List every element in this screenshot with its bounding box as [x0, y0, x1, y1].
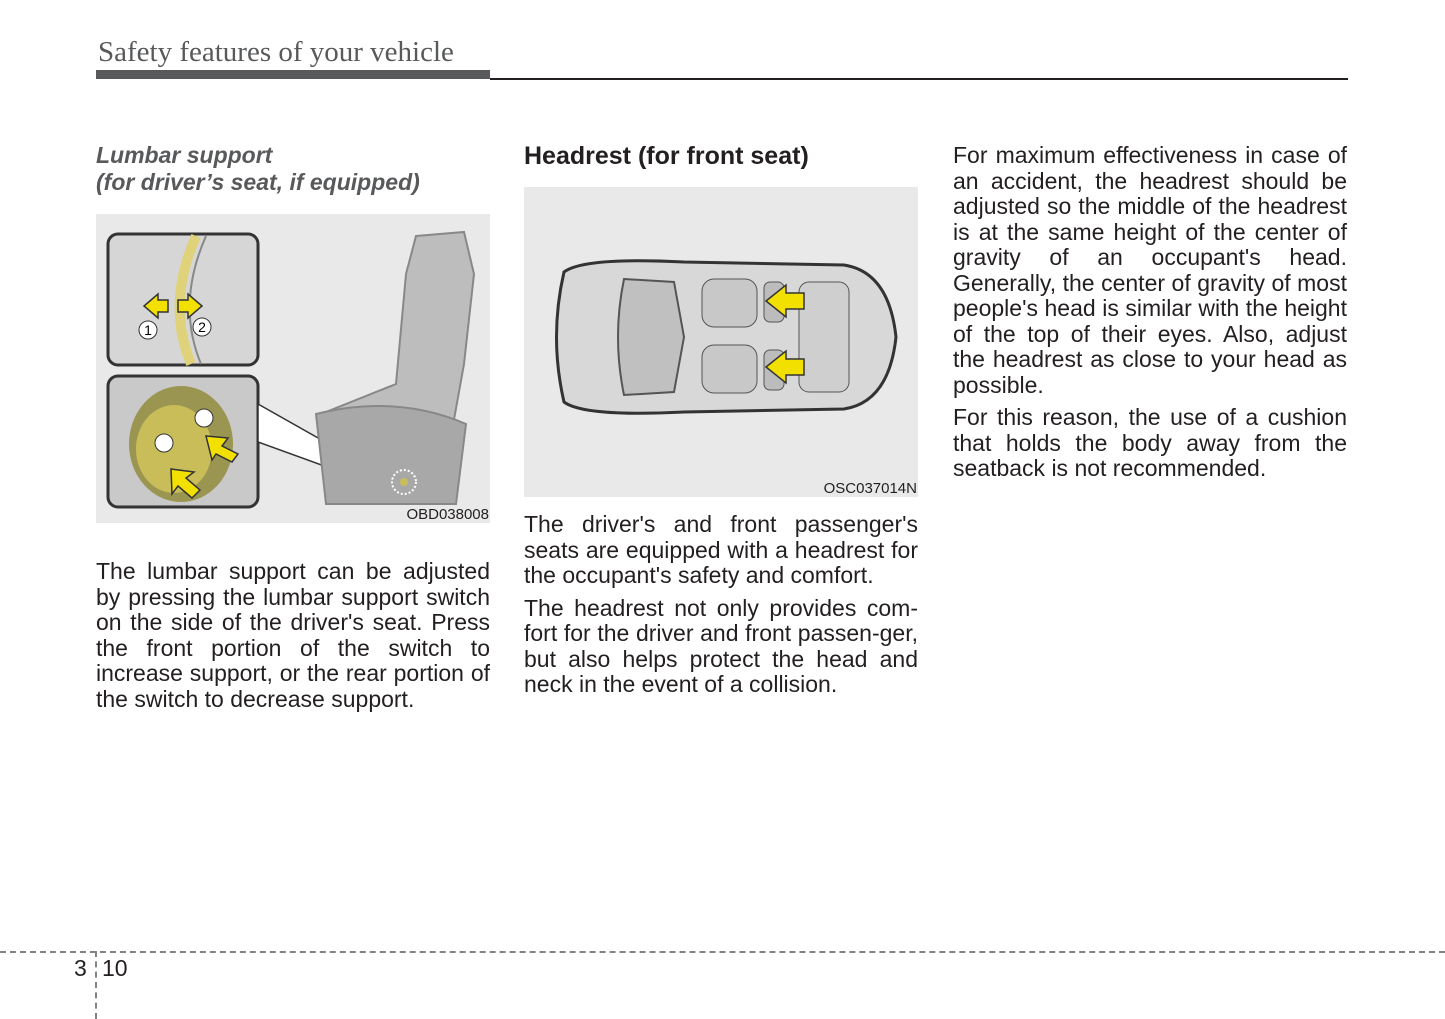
- label-2: 2: [198, 319, 206, 335]
- adjustment-paragraph-2: For this reason, the use of a cushion that holds the body away from the seatback is not recommended.: [953, 404, 1347, 481]
- label-1: 1: [144, 322, 152, 338]
- adjustment-paragraph-1: For maximum effectiveness in case of an accident, the headrest should be adjusted so the middle of the headrest is at the same height of the center of gravity of an occupant's head. Generally, the center of gravity of most people's head is similar with the height of the top of their eyes. Also, adjust the headrest as close to your head as possible.: [953, 142, 1347, 398]
- header-rule: [490, 78, 1348, 80]
- headrest-heading-block: [524, 142, 918, 171]
- footer-divider: [95, 951, 97, 1019]
- section-title: Safety features of your vehicle: [98, 36, 454, 68]
- lumbar-support-section: [96, 142, 490, 196]
- lumbar-support-figure: [96, 214, 490, 523]
- header-bar: [96, 70, 490, 79]
- figure-code: OSC037014N: [823, 480, 917, 497]
- headrest-figure: [524, 187, 918, 497]
- lumbar-text: [96, 559, 490, 712]
- headrest-paragraph-1: The driver's and front passenger's seats are equipped with a headrest for the occupant's safety and comfort.: [524, 511, 918, 588]
- lumbar-illustration: [96, 214, 490, 523]
- footer-rule: [0, 951, 1445, 953]
- page-number: 10: [102, 955, 128, 981]
- lumbar-paragraph: The lumbar support can be adjusted by pressing the lumbar support switch on the side of the driver's seat. Press the front portion of the switch to increase support, or the rear portion of the switch to decrease support.: [96, 558, 490, 712]
- lumbar-subheading: Lumbar support: [96, 142, 273, 168]
- car-topview-illustration: [524, 187, 918, 497]
- section-number: 3: [74, 955, 87, 981]
- headrest-adjustment-text: [953, 143, 1347, 482]
- headrest-heading: Headrest (for front seat): [524, 142, 809, 170]
- figure-code: OBD038008: [406, 506, 489, 523]
- headrest-text: [524, 512, 918, 698]
- headrest-paragraph-2: The headrest not only provides com-fort for the driver and front passen-ger, but also helps protect the head and neck in the event of a collision.: [524, 594, 918, 697]
- lumbar-subheading-qualifier: (for driver’s seat, if equipped): [96, 169, 420, 195]
